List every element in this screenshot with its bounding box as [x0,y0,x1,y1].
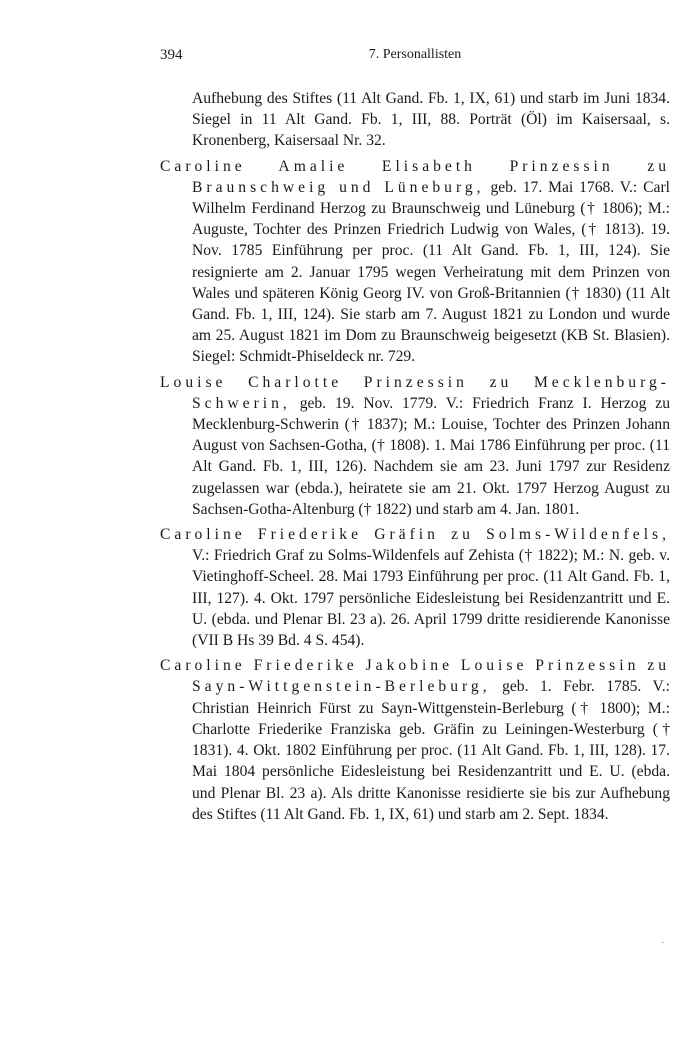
entry-text: V.: Friedrich Graf zu Solms-Wildenfels auf Zehista († 1822); M.: N. geb. v. Vietinghoff-Scheel. 28. Mai 1793 Einführung per proc. (11 Alt Gand. Fb. 1, III, 127). 4. Okt. 1797 persönliche Eidesleistung bei Residenzantritt und E. U. (ebda. und Plenar Bl. 23 a). 26. April 1799 dritte residierende Kanonisse (VII B Hs 39 Bd. 4 S. 454). [192,547,670,650]
page-number: 394 [160,47,183,63]
entry-caroline-braunschweig [160,156,670,368]
entry-name: Caroline Friederike Gräfin zu Solms-Wildenfels, [160,526,670,544]
running-title: 7. Personallisten [368,47,462,62]
entry-text: geb. 17. Mai 1768. V.: Carl Wilhelm Ferdinand Herzog zu Braunschweig und Lüneburg († 1806); M.: Auguste, Tochter des Prinzen Friedrich Ludwig von Wales, († 1813). 19. Nov. 1785 Einführung per proc. (11 Alt Gand. Fb. 1, III, 124). Sie resignierte am 2. Januar 1795 wegen Verheiratung mit dem Prinzen von Wales und späteren König Georg IV. von Groß-Britannien († 1830) (11 Alt Gand. Fb. 1, III, 124). Sie starb am 7. August 1821 zu London und wurde am 25. August 1821 im Dom zu Braunschweig beigesetzt (KB St. Blasien). Siegel: Schmidt-Phiseldeck nr. 729. [192,178,670,366]
entry-caroline-sayn [160,655,670,825]
page-header [160,47,670,69]
entry-name: Caroline Friederike Jakobine Louise Prinzessin zu Sayn-Wittgenstein-Berleburg, [160,657,670,696]
text-body [160,88,670,829]
entry-louise-mecklenburg [160,372,670,520]
entry-text: geb. 19. Nov. 1779. V.: Friedrich Franz I. Herzog zu Mecklenburg-Schwerin († 1837); M.: Louise, Tochter des Prinzen Johann August von Sachsen-Gotha, († 1808). 1. Mai 1786 Einführung per proc. (11 Alt Gand. Fb. 1, III, 126). Nachdem sie am 23. Juni 1797 zur Residenz zugelassen war (ebda.), heiratete sie am 21. Okt. 1797 Herzog August zu Sachsen-Gotha-Altenburg († 1822) und starb am 4. Jan. 1801. [192,394,670,518]
scan-mark [662,942,664,943]
entry-name: Louise Charlotte Prinzessin zu Mecklenburg-Schwerin, [160,373,670,412]
entry-name: Caroline Amalie Elisabeth Prinzessin zu Braunschweig und Lüneburg, [160,157,670,196]
entry-text: geb. 1. Febr. 1785. V.: Christian Heinrich Fürst zu Sayn-Wittgenstein-Berleburg († 1800); M.: Charlotte Friederike Franziska geb. Gräfin zu Leiningen-Westerburg († 1831). 4. Okt. 1802 Einführung per proc. (11 Alt Gand. Fb. 1, III, 128). 17. Mai 1804 persönliche Eidesleistung bei Residenzantritt und E. U. (ebda. und Plenar Bl. 23 a). Als dritte Kanonisse residierte sie bis zur Aufhebung des Stiftes (11 Alt Gand. Fb. 1, IX, 61) und starb am 2. Sept. 1834. [192,678,670,823]
entry-caroline-solms [160,524,670,651]
entry-text: Aufhebung des Stiftes (11 Alt Gand. Fb. 1, IX, 61) und starb im Juni 1834. Siegel in 11 Alt Gand. Fb. 1, III, 88. Porträt (Öl) im Kaisersaal, s. Kronenberg, Kaisersaal Nr. 32. [192,90,670,150]
entry-continuation [160,88,670,152]
